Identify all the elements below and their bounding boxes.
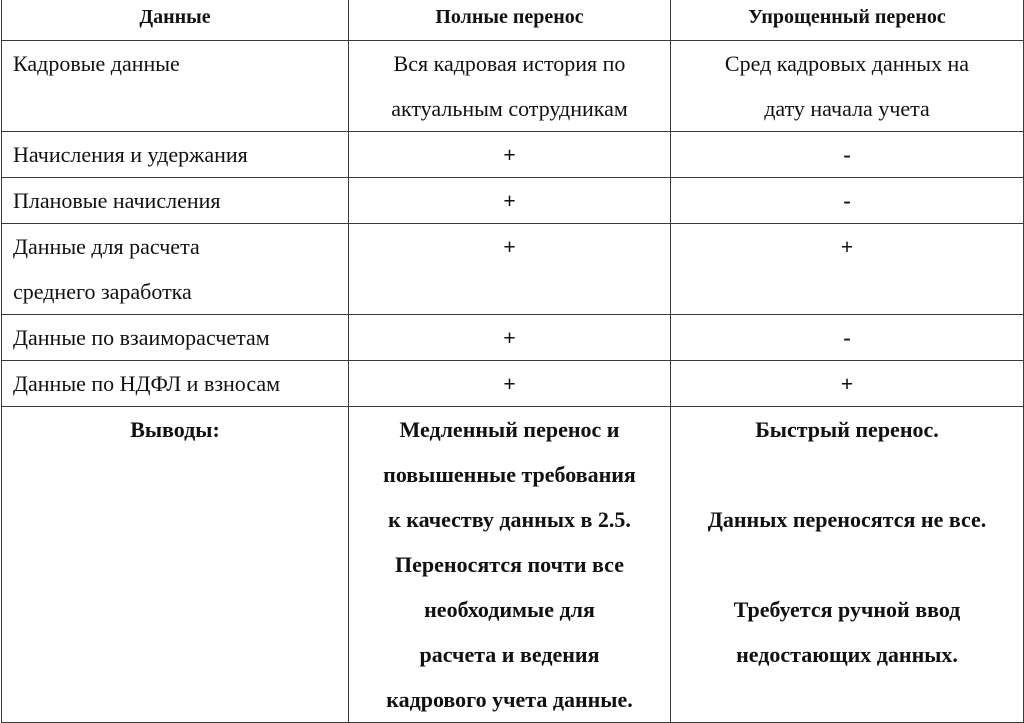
conclusion-label: Выводы:	[2, 407, 349, 723]
row-label	[2, 361, 349, 407]
table-row	[2, 178, 1024, 224]
conclusion-row	[2, 407, 1024, 723]
conclusion-spacer	[671, 542, 1023, 587]
simple-transfer-conclusion	[671, 407, 1024, 723]
full-transfer-cell: +	[349, 361, 671, 407]
cell-text-line: дату начала учета	[764, 96, 930, 121]
row-label	[2, 132, 349, 178]
cell-text-line: Сред кадровых данных на	[724, 51, 970, 76]
simple-transfer-cell: +	[671, 361, 1024, 407]
row-label	[2, 224, 349, 315]
row-label-line: Начисления и удержания	[13, 142, 248, 167]
conclusion-line: Данных переносятся не все.	[707, 507, 987, 532]
cell-text-line: Вся кадровая история по	[393, 51, 626, 76]
row-label	[2, 41, 349, 132]
row-label-line: Данные для расчета	[13, 234, 200, 259]
full-transfer-cell: +	[349, 178, 671, 224]
conclusion-line: расчета и ведения	[419, 642, 600, 667]
row-label-line: Плановые начисления	[13, 188, 221, 213]
conclusion-line: Требуется ручной ввод	[733, 597, 961, 622]
header-data: Данные	[2, 0, 349, 41]
row-label	[2, 178, 349, 224]
conclusion-line: Быстрый перенос.	[755, 417, 939, 442]
conclusion-line: кадрового учета данные.	[386, 687, 633, 712]
header-simple-transfer: Упрощенный перенос	[671, 0, 1024, 41]
simple-transfer-cell: -	[671, 178, 1024, 224]
full-transfer-cell: +	[349, 224, 671, 315]
simple-transfer-cell: -	[671, 132, 1024, 178]
table-row	[2, 224, 1024, 315]
full-transfer-conclusion	[349, 407, 671, 723]
simple-transfer-cell: +	[671, 224, 1024, 315]
comparison-table	[1, 0, 1024, 723]
table-row	[2, 315, 1024, 361]
row-label	[2, 315, 349, 361]
conclusion-line: Медленный перенос и	[399, 417, 620, 442]
table-row	[2, 361, 1024, 407]
simple-transfer-cell: -	[671, 315, 1024, 361]
conclusion-line: повышенные требования	[383, 462, 636, 487]
table-row	[2, 41, 1024, 132]
conclusion-line: недостающих данных.	[736, 642, 958, 667]
conclusion-spacer	[671, 452, 1023, 497]
header-full-transfer: Полные перенос	[349, 0, 671, 41]
full-transfer-cell	[349, 41, 671, 132]
table-row	[2, 132, 1024, 178]
simple-transfer-cell	[671, 41, 1024, 132]
full-transfer-cell: +	[349, 132, 671, 178]
full-transfer-cell: +	[349, 315, 671, 361]
conclusion-line: к качеству данных в 2.5.	[388, 507, 631, 532]
row-label-line: Кадровые данные	[13, 51, 180, 76]
cell-text-line: актуальным сотрудникам	[391, 96, 628, 121]
conclusion-line: необходимые для	[424, 597, 595, 622]
row-label-line: Данные по НДФЛ и взносам	[13, 371, 281, 396]
row-label-line: среднего заработка	[13, 279, 192, 304]
header-row	[2, 0, 1024, 41]
conclusion-line: Переносятся почти все	[395, 552, 624, 577]
row-label-line: Данные по взаиморасчетам	[13, 325, 270, 350]
